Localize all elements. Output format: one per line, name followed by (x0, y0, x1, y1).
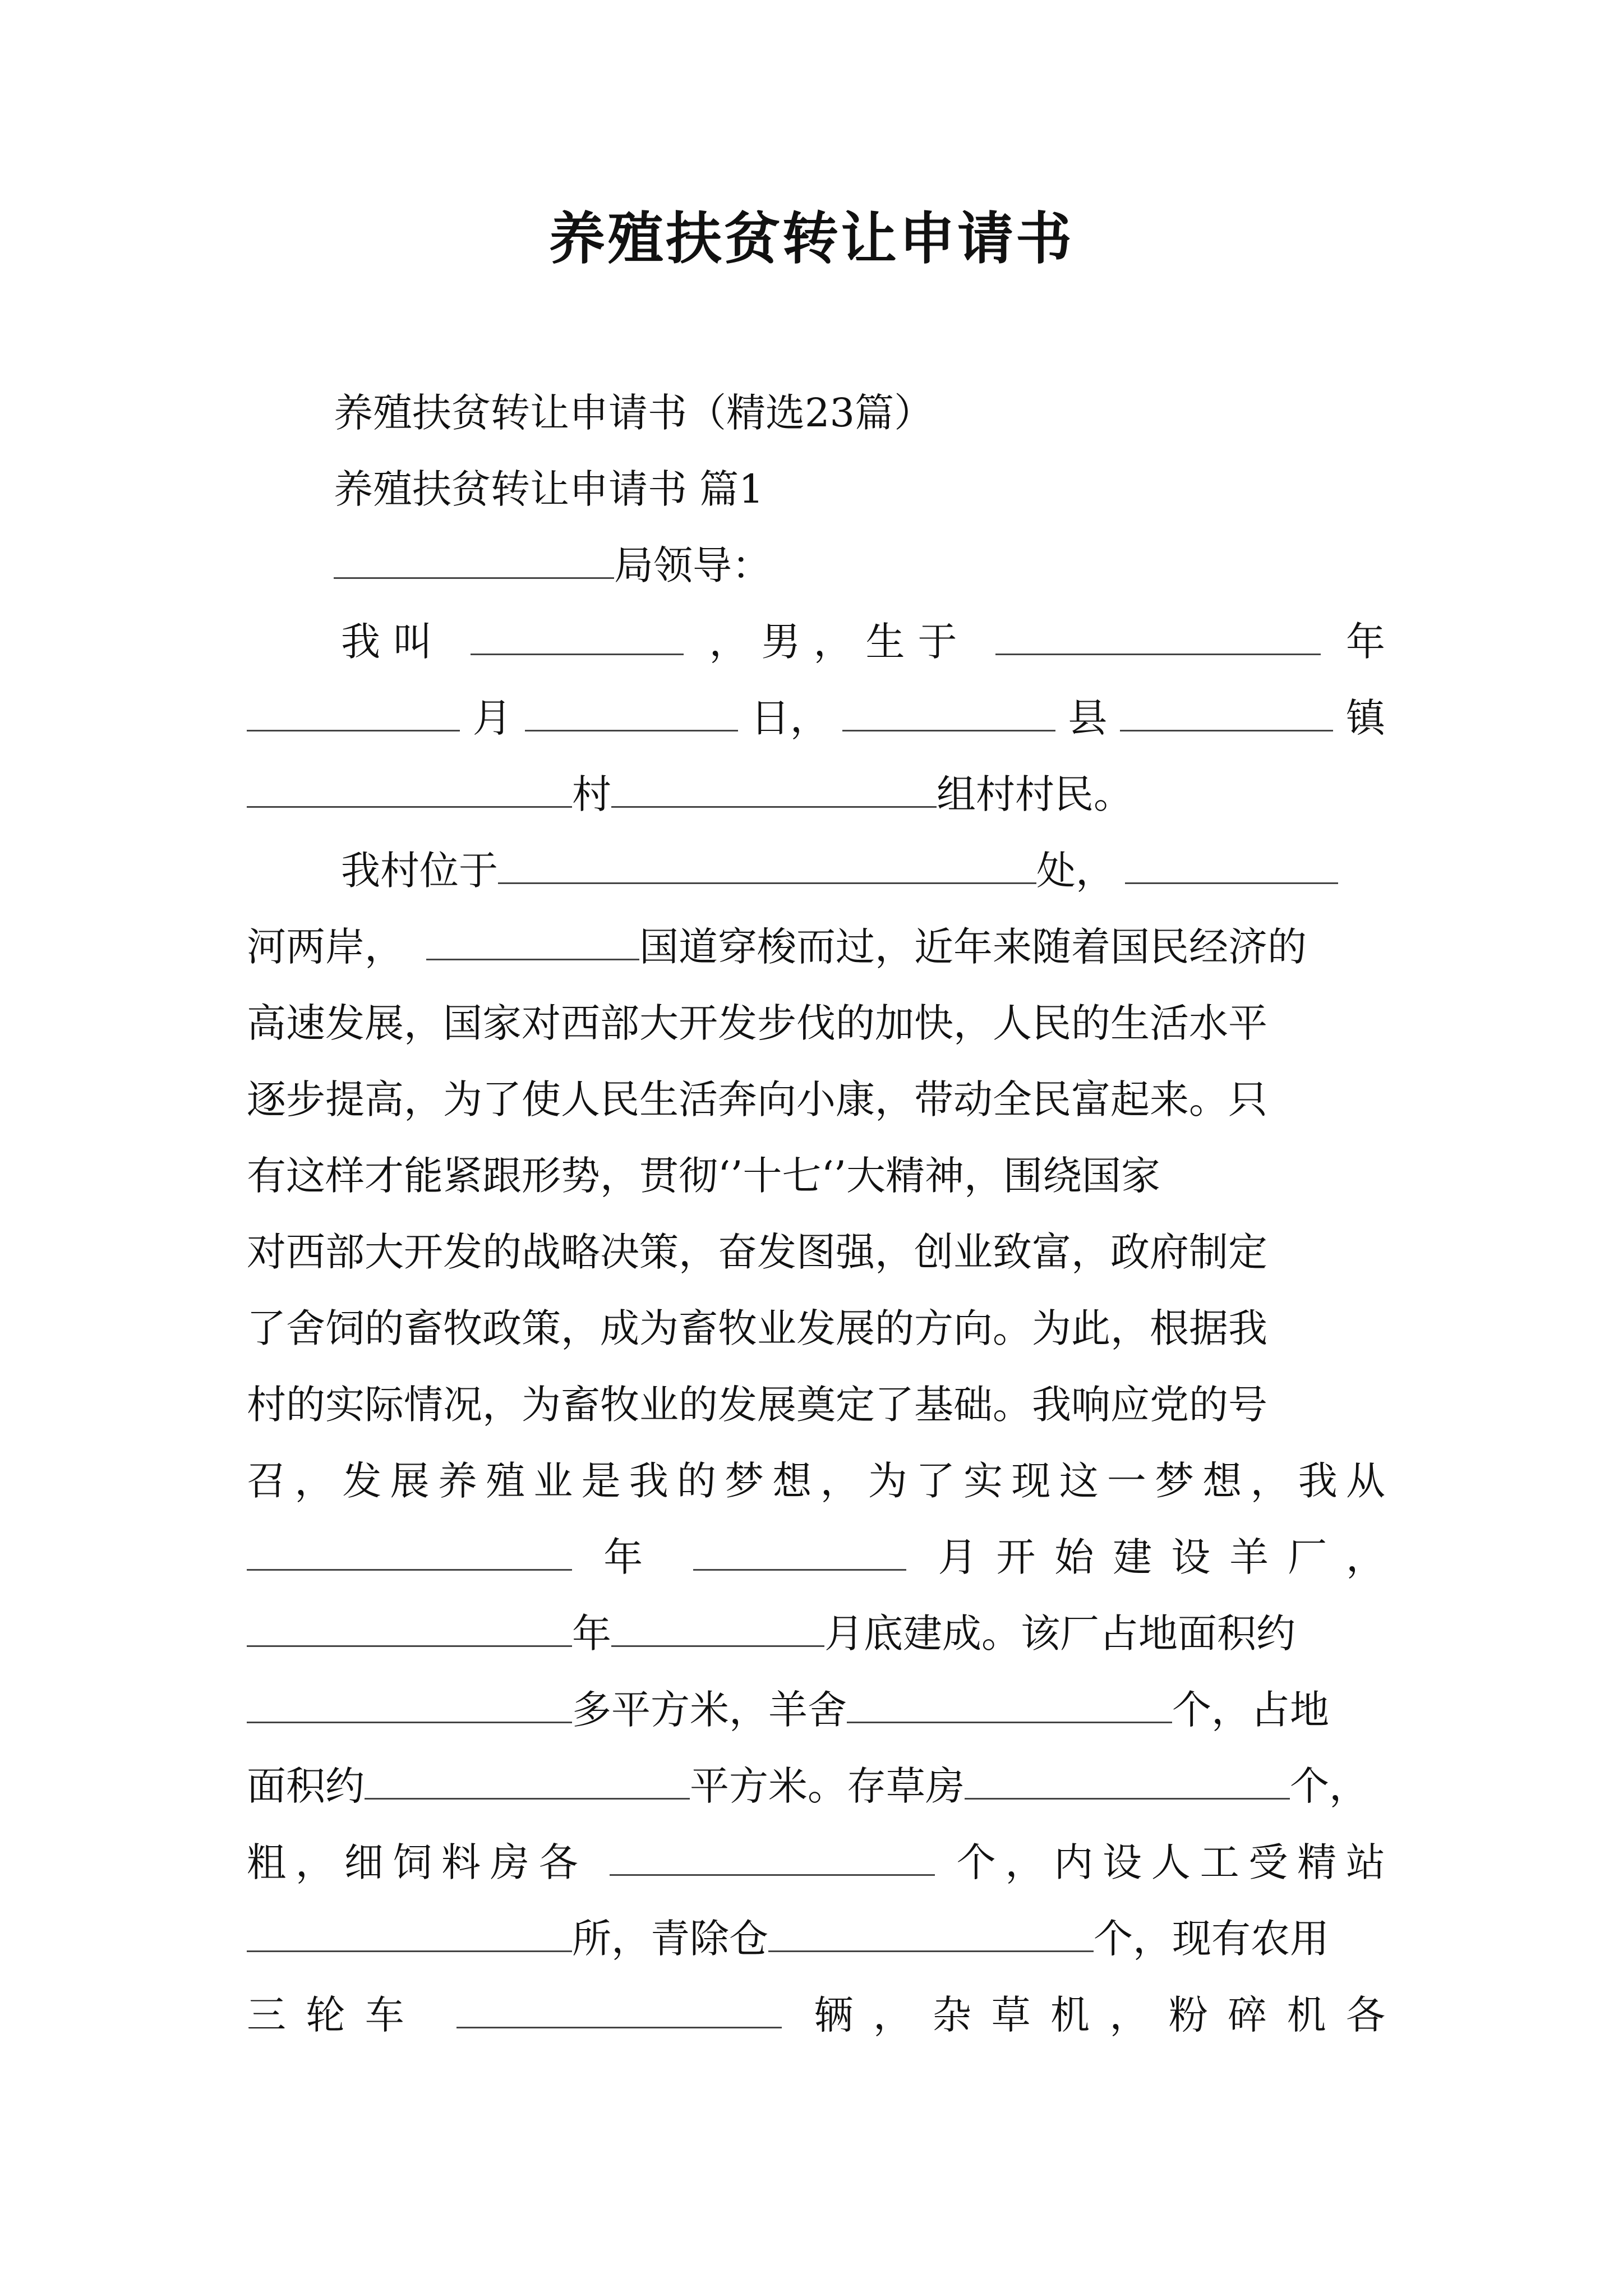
text-segment: 个，占地 (1172, 1687, 1329, 1733)
paragraph-line (247, 832, 1385, 909)
text-segment: 所，青除仓 (572, 1916, 768, 1962)
blank-field (768, 1918, 1094, 1952)
paragraph-line: 有这样才能紧跟形势，贯彻‘’十七‘’大精神，围绕国家 (247, 1153, 1161, 1199)
blank-field (247, 1918, 572, 1952)
text-segment: 月底建成。该厂占地面积约 (824, 1611, 1295, 1657)
text-segment: ，男，生于 (709, 619, 970, 665)
text-segment: 平方米。存草房 (690, 1763, 965, 1809)
blank-field (610, 1842, 935, 1876)
section-heading: 养殖扶贫转让申请书 篇1 (334, 466, 764, 512)
text-segment: 处， (1036, 848, 1115, 894)
paragraph-line (247, 1748, 1385, 1824)
paragraph-line (247, 680, 1385, 756)
blank-field (1125, 850, 1338, 884)
text-segment: 河两岸， (247, 924, 404, 970)
blank-field (247, 774, 572, 808)
subtitle-text: 养殖扶贫转让申请书（精选23篇） (334, 390, 934, 436)
paragraph-line (247, 1824, 1385, 1901)
text-segment: 个，现有农用 (1094, 1916, 1329, 1962)
blank-field (471, 621, 684, 655)
paragraph-line (247, 1595, 1385, 1672)
text-segment: 日， (750, 695, 830, 741)
blank-field (847, 1689, 1172, 1723)
paragraph-line (247, 1977, 1385, 2053)
paragraph-line (247, 1519, 1385, 1595)
blank-field (693, 1536, 906, 1571)
blank-field (365, 1765, 690, 1800)
text-segment: 个， (1290, 1763, 1368, 1809)
paragraph-line (247, 909, 1385, 985)
document-body (247, 375, 1385, 2053)
text-segment: 年 (1345, 619, 1385, 665)
greeting-text: 局领导： (614, 542, 771, 588)
blank-field (247, 697, 460, 731)
text-segment: 三轮车 (247, 1992, 425, 2038)
text-segment: 个，内设人工受精站 (956, 1839, 1385, 1885)
text-segment: 我叫 (341, 619, 445, 665)
blank-field (1120, 697, 1333, 731)
blank-field (611, 774, 937, 808)
section-heading-line (247, 451, 1385, 527)
paragraph-line: 召，发展养殖业是我的梦想，为了实现这一梦想，我从 (247, 1458, 1385, 1504)
paragraph-line (247, 1901, 1385, 1977)
text-segment: 村 (572, 771, 611, 817)
blank-field (457, 1994, 782, 2028)
text-segment: 组村村民。 (937, 771, 1133, 817)
blank-field (995, 621, 1321, 655)
blank-field (426, 926, 639, 960)
blank-field (247, 1613, 572, 1647)
text-segment: 面积约 (247, 1763, 365, 1809)
paragraph-line (247, 1672, 1385, 1748)
blank-field (334, 545, 614, 579)
blank-field (611, 1613, 824, 1647)
text-segment: 国道穿梭而过，近年来随着国民经济的 (639, 924, 1307, 970)
subtitle-line (247, 375, 1385, 451)
blank-field (525, 697, 738, 731)
text-segment: 县 (1068, 695, 1108, 741)
paragraph-line (247, 756, 1385, 832)
text-segment: 镇 (1346, 695, 1385, 741)
text-segment: 我村位于 (341, 848, 498, 894)
paragraph-line: 对西部大开发的战略决策，奋发图强，创业致富，政府制定 (247, 1229, 1267, 1275)
blank-field (842, 697, 1055, 731)
greeting-line (247, 527, 1385, 604)
blank-field (247, 1536, 572, 1571)
paragraph-line (247, 604, 1385, 680)
paragraph-line: 村的实际情况，为畜牧业的发展奠定了基础。我响应党的号 (247, 1382, 1267, 1428)
text-segment: 粗，细饲料房各 (247, 1839, 588, 1885)
paragraph-line: 了舍饲的畜牧政策，成为畜牧业发展的方向。为此，根据我 (247, 1305, 1267, 1351)
text-segment: 多平方米，羊舍 (572, 1687, 847, 1733)
text-segment: 月 (472, 695, 513, 741)
text-segment: 辆，杂草机，粉碎机各 (814, 1992, 1385, 2038)
text-segment: 月开始建设羊厂， (938, 1534, 1385, 1580)
blank-field (965, 1765, 1290, 1800)
blank-field (498, 850, 1036, 884)
paragraph-line: 高速发展，国家对西部大开发步伐的加快，人民的生活水平 (247, 1000, 1267, 1046)
paragraph-line: 逐步提高，为了使人民生活奔向小康，带动全民富起来。只 (247, 1076, 1267, 1122)
document-title: 养殖扶贫转让申请书 (549, 205, 1074, 272)
text-segment: 年 (603, 1534, 662, 1580)
blank-field (247, 1689, 572, 1723)
text-segment: 年 (572, 1611, 611, 1657)
